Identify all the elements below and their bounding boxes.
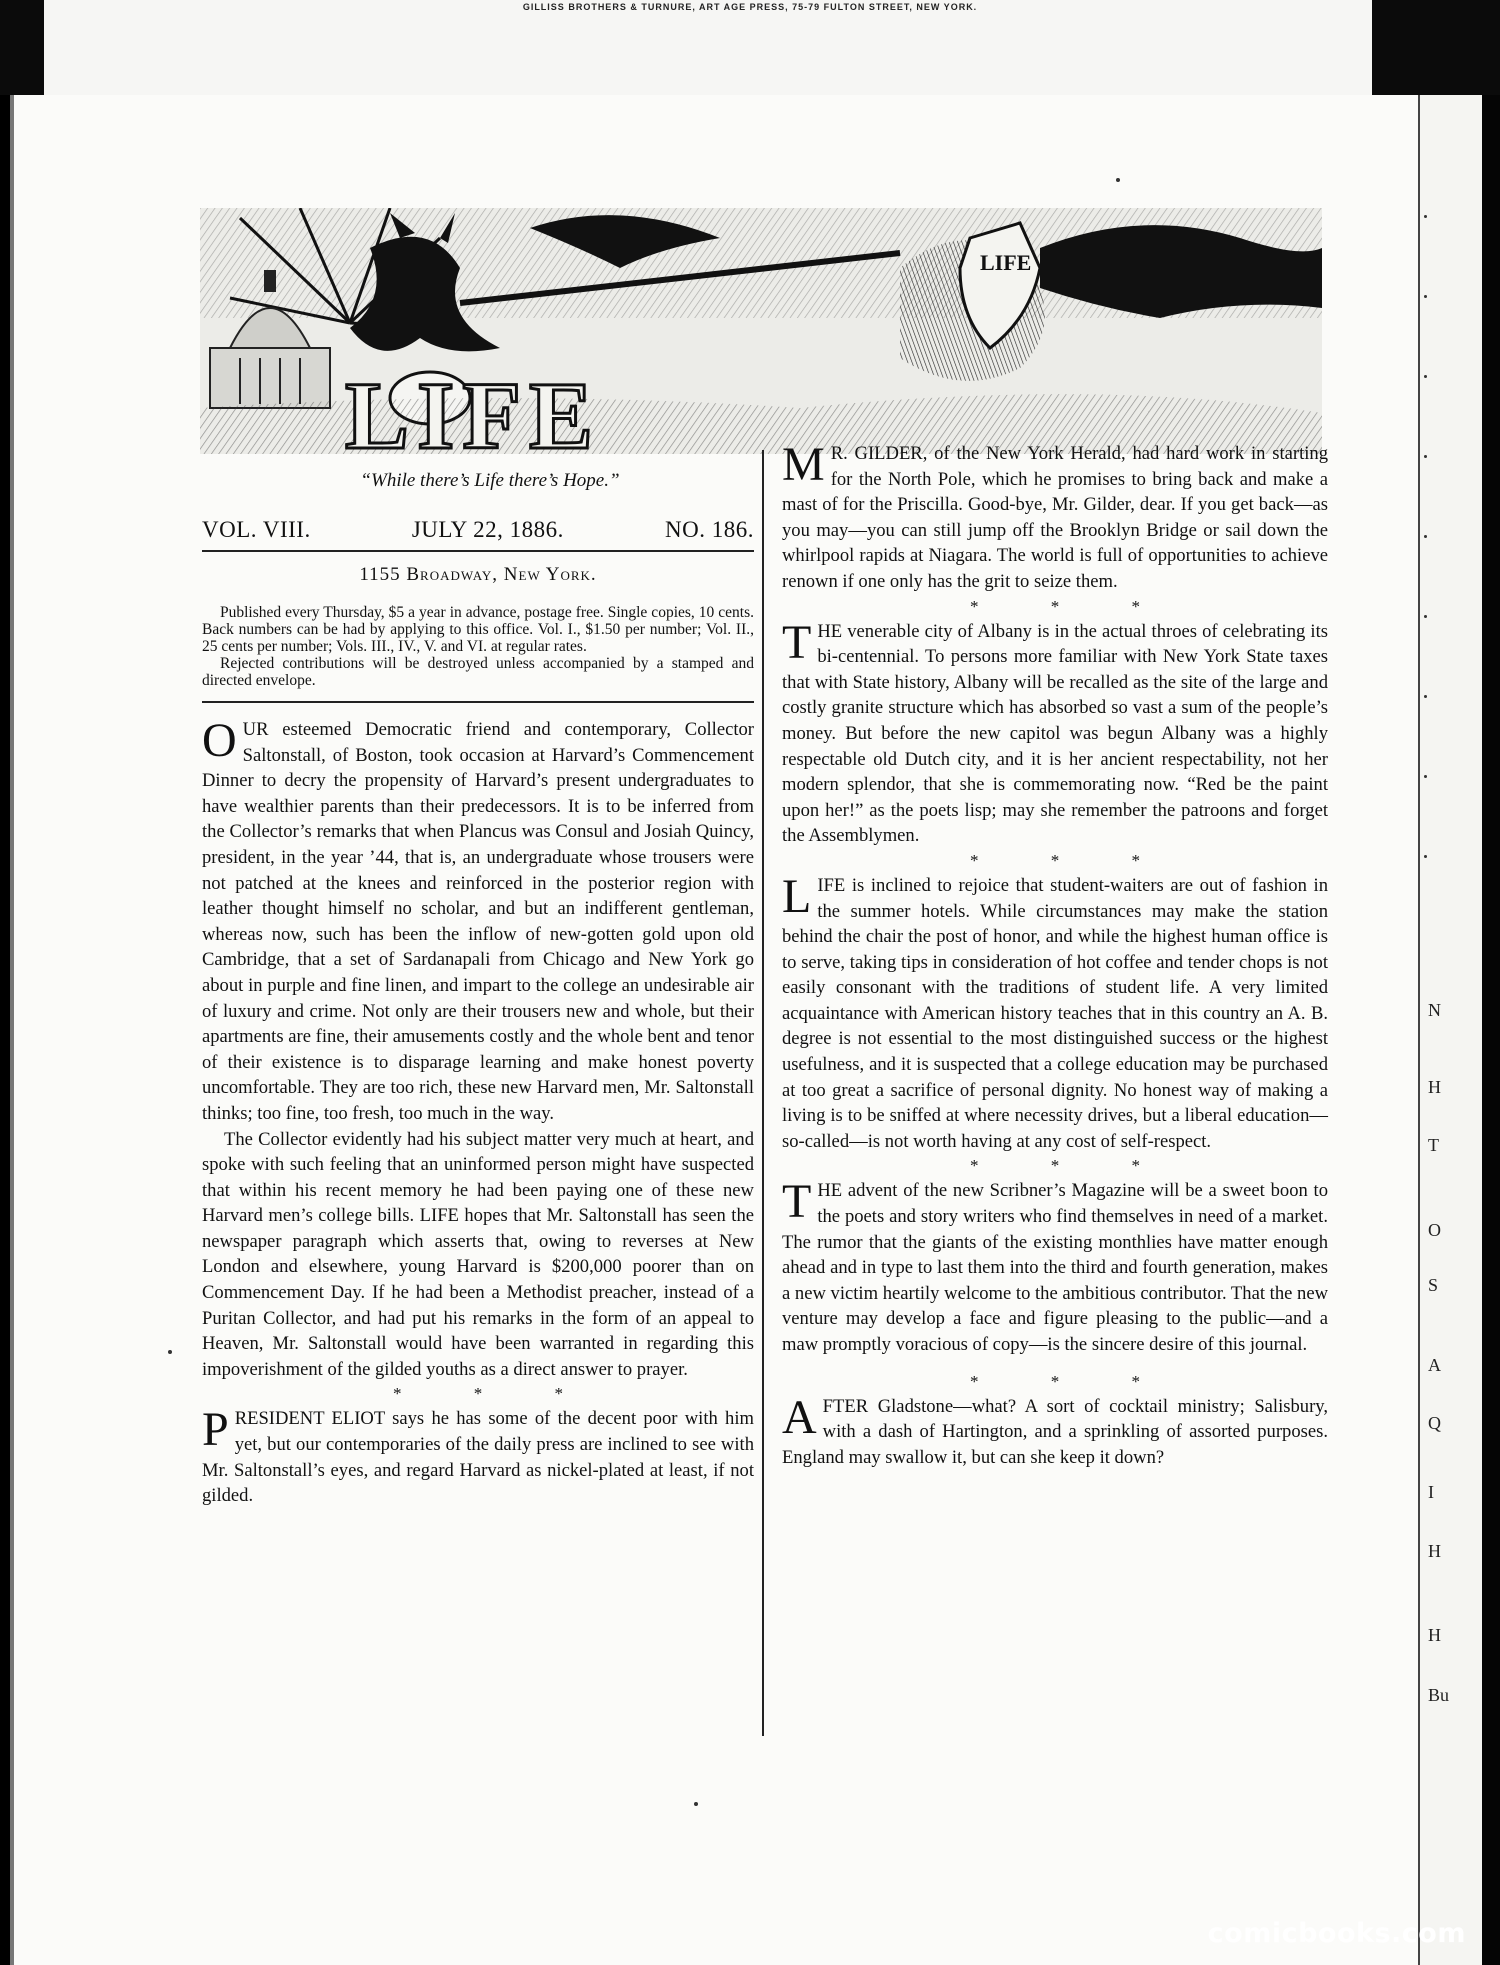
publication-notes [202,604,754,689]
article-paragraph: The Collector evidently had his subject matter very much at heart, and spoke with such feeling that an uninformed person might have suspected that within his recent memory he had been paying one of these new Harvard men’s college bills. LIFE hopes that Mr. Saltonstall has seen the newspaper paragraph which asserts that, owing to reverses at New London and elsewhere, young Harvard is $200,000 poorer than on Commencement Day. If he had been a Methodist preacher, instead of a Puritan Collector, and had put his remarks in the form of an appeal to Heaven, Mr. Saltonstall would have been warranted in regarding this impoverishment of the gilded youths as a direct answer to prayer. [202,1128,754,1380]
article-paragraph: venerable city of Albany is in the actual throes of celebrating its bi-centennial. To persons more familiar with New York State taxes that with State history, Albany will be recalled as the site of the large and costly granite structure which has absorbed so vast a sum of the people’s money. But before the new capitol was begun Albany was a highly respectable old Dutch city, and it is her ancient respectability, not her modern splendor, that she is commemorating now. “Red be the paint upon her!” as the poets lisp; may she remember the patroons and forget the Assemblymen. [782,620,1328,847]
scan-border [1372,0,1500,95]
notes-rule [202,701,754,703]
subscription-note: Published every Thursday, $5 a year in advance, postage free. Single copies, 10 cents. Back numbers can be had by applying to this office. Vol. I., $1.50 per number; Vol. II., 25 cents per number; Vols. III., IV., V. and VI. at regular rates. [202,604,754,655]
article-albany [782,615,1328,849]
left-column [202,515,754,1509]
column-divider [762,450,764,1736]
article-lead: UR [242,719,269,740]
section-separator: * * * [970,1371,1174,1391]
masthead-motto: “While there’s Life there’s Hope.” [360,470,620,491]
printer-credit: GILLISS BROTHERS & TURNURE, ART AGE PRESS, 75-79 FULTON STREET, NEW YORK. [522,2,978,12]
facing-page-edge [1418,95,1484,1965]
article-lead: HE [817,1180,843,1202]
edge-letter: Bu [1428,1685,1450,1705]
life-logo: LIFE [345,362,602,454]
edge-letter: H [1428,1541,1441,1561]
edge-letter: A [1428,1355,1441,1375]
volume-number: VOL. VIII. [202,517,311,542]
drop-cap: M [782,438,825,491]
contribution-note: Rejected contributions will be destroyed unless accompanied by a stamped and directed envelope. [202,655,754,689]
drop-cap: O [202,714,237,767]
edge-letter: T [1428,1135,1439,1155]
article-student-waiters [782,869,1328,1155]
watermark: comicbooks.com [1207,1918,1466,1949]
masthead-illustration [200,208,1322,454]
article-paragraph: says he has some of the decent poor with him yet, but our contemporaries of the daily press are inclined to see with Mr. Saltonstall’s eyes, and regard Harvard as nickel-plated at least, if not gilded. [202,1408,754,1507]
article-paragraph: is inclined to rejoice that student-waiters are out of fashion in the summer hotels. While circumstances may make the station behind the chair the post of honor, and while the highest human office is to serve, taking tips in consideration of hot coffee and tender chops is not easily consonant with the traditions of student life. A very limited acquaintance with American history teaches that in this country an A. B. degree is not essential to the most distinguished success or the highest usefulness, and it is suspected that a college education may be purchased at too great a sacrifice of personal dignity. No honest way of making a living is to be sniffed at where necessity drives, but a liberal education—so-called—is not worth having at any cost of self-respect. [782,874,1328,1152]
section-separator: * * * [970,596,1174,616]
drop-cap: L [782,869,812,923]
article-lead: RESIDENT ELIOT [234,1408,385,1430]
article-paragraph: esteemed Democratic friend and contemporary, Collector Saltonstall, of Boston, took occasion at Harvard’s Commencement Dinner to decry the propensity of Harvard’s present undergraduates to have wealthier parents than their predecessors. It is to be inferred from the Collector’s remarks that when Plancus was Consul and Josiah Quincy, president, in the year ’44, that is, an undergraduate whose trousers were not patched at the knees and reinforced in the posterior region with leather thought himself no scholar, and but an indifferent gentleman, whereas now, such has been the inflow of new-gotten gold upon old Cambridge, that a set of Sardanapali from Chicago and New York go about in purple and fine linen, and impart to the college an undesirable air of luxury and crime. Not only are their trousers new and whole, but their apartments are fine, their amusements costly and the whole bent and tenor of their existence is to disparage learning and make honest poverty uncomfortable. They are too rich, these new Harvard men, Mr. Saltonstall thinks; too fine, too fresh, too much in the way. [202,719,754,1124]
edge-letter: O [1428,1220,1441,1240]
masthead-engraving [200,208,1322,454]
article-lead: HE [817,620,843,642]
edge-letter: H [1428,1077,1441,1097]
article-paragraph: Gladstone—what? A sort of cocktail ministry; Salisbury, with a dash of Hartington, and a sprinkling of assorted purposes. England may swallow it, but can she keep it down? [782,1395,1328,1468]
right-column [782,438,1329,1470]
section-separator: * * * [970,850,1174,870]
drop-cap: T [782,1175,812,1229]
scan-border [0,0,44,95]
edge-letter: N [1428,1000,1441,1020]
article-gladstone [782,1390,1328,1471]
article-lead: FTER [822,1395,869,1417]
article-paragraph: of the New York Herald, had hard work in starting for the North Pole, which he promises to bring back and make a mast of for the Priscilla. Good-bye, Mr. Gilder, dear. If you get back—as you may—you can still jump off the Brooklyn Bridge or sail down the whirlpool rapids at Niagara. The world is full of opportunities to achieve renown if one only has the grit to seize them. [782,443,1329,592]
drop-cap: T [782,615,812,669]
article-paragraph: advent of the new Scribner’s Magazine will be a sweet boon to the poets and story writers who find themselves in need of a market. The rumor that the giants of the existing monthlies have matter enough ahead and in type to last them into the third and fourth generation, makes a new victim heartily welcome to the ambitious contributor. That the new venture may develop a face and figure pleasing to the public—and a maw promptly voracious of copy—is the sincere desire of this journal. [782,1180,1328,1355]
section-separator: * * * [970,1156,1174,1176]
article-scribners [782,1175,1328,1357]
article-president-eliot [202,1403,754,1508]
drop-cap: P [202,1403,229,1457]
article-lead: IFE [817,874,846,896]
issue-line [202,515,754,552]
edge-letter: I [1428,1482,1434,1502]
previous-page-strip [0,0,1500,95]
edge-letter: S [1428,1275,1439,1295]
issue-number: NO. 186. [665,517,754,542]
edge-letter: H [1428,1625,1441,1645]
drop-cap: A [782,1390,817,1444]
section-separator: * * * [393,1384,597,1404]
edge-letter: Q [1428,1413,1441,1433]
publisher-address: 1155 Broadway, New York. [359,564,597,585]
issue-date: JULY 22, 1886. [411,517,564,542]
scan-border [1482,95,1500,1965]
svg-text:LIFE: LIFE [980,250,1032,275]
article-saltonstall [202,714,754,1382]
article-lead: R. GILDER, [830,443,928,464]
article-gilder [782,438,1329,595]
